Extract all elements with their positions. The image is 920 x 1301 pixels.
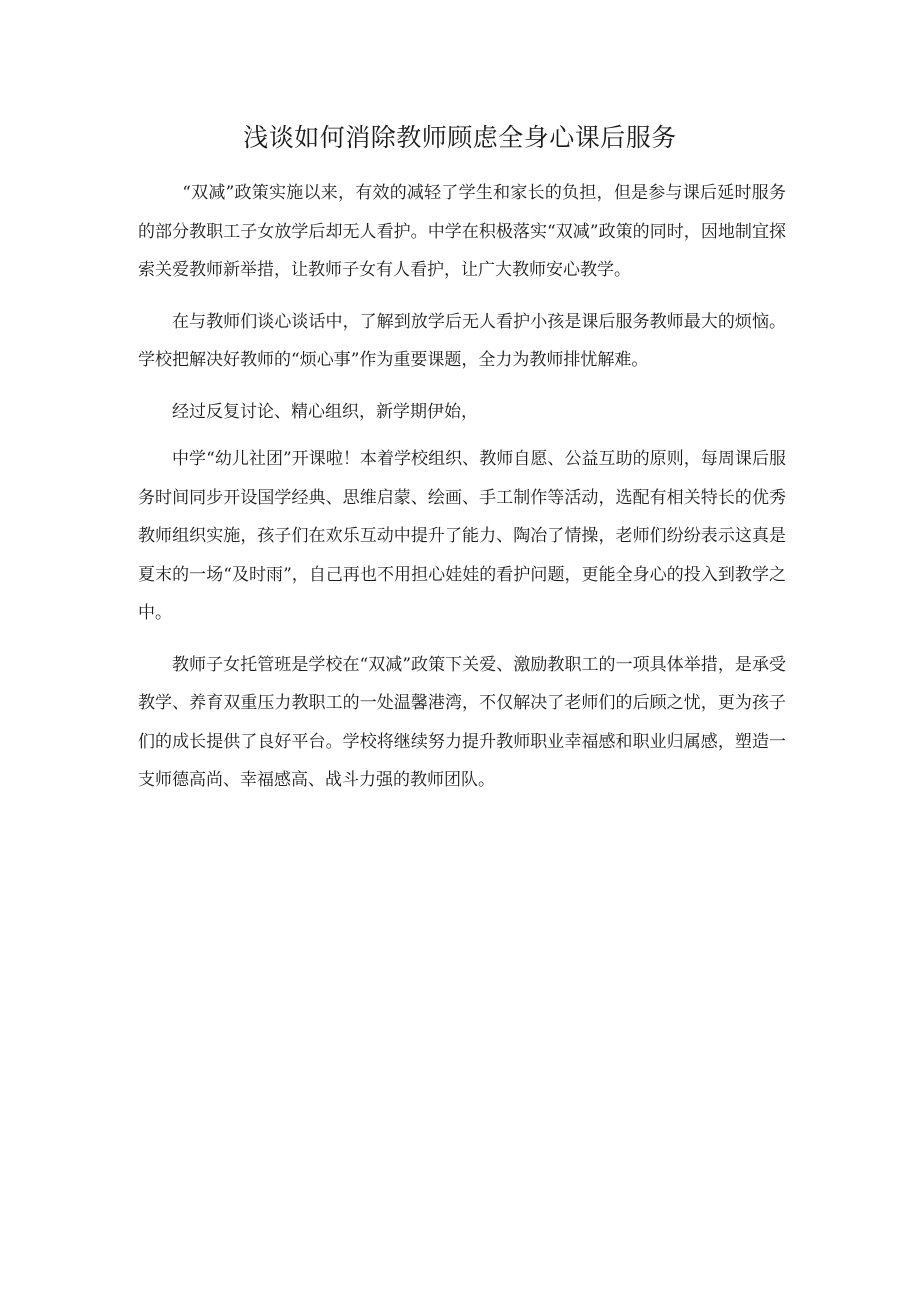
paragraph-1: “双减”政策实施以来，有效的减轻了学生和家长的负担，但是参与课后延时服务的部分教职工子女放学后却无人看护。中学在积极落实“双减”政策的同时，因地制宜探索关爱教师新举措，让教师子女有人看护，让广大教师安心教学。	[138, 183, 786, 280]
paragraph-4: 中学“幼儿社团”开课啦！本着学校组织、教师自愿、公益互助的原则，每周课后服务时间同步开设国学经典、思维启蒙、绘画、手工制作等活动，选配有相关特长的优秀教师组织实施，孩子们在欢乐互动中提升了能力、陶冶了情操，老师们纷纷表示这真是夏末的一场“及时雨”，自己再也不用担心娃娃的看护问题，更能全身心的投入到教学之中。	[138, 449, 786, 623]
document-title: 浅谈如何消除教师顾虑全身心课后服务	[243, 123, 677, 152]
paragraph-5: 教师子女托管班是学校在“双减”政策下关爱、激励教职工的一项具体举措，是承受教学、养育双重压力教职工的一处温馨港湾，不仅解决了老师们的后顾之忧，更为孩子们的成长提供了良好平台。学校将继续努力提升教师职业幸福感和职业归属感，塑造一支师德高尚、幸福感高、战斗力强的教师团队。	[138, 654, 786, 790]
paragraph-3: 经过反复讨论、精心组织，新学期伊始，	[172, 401, 478, 422]
document-body	[138, 174, 786, 813]
paragraph-2: 在与教师们谈心谈话中，了解到放学后无人看护小孩是课后服务教师最大的烦恼。学校把解决好教师的“烦心事”作为重要课题，全力为教师排忧解难。	[138, 311, 786, 370]
